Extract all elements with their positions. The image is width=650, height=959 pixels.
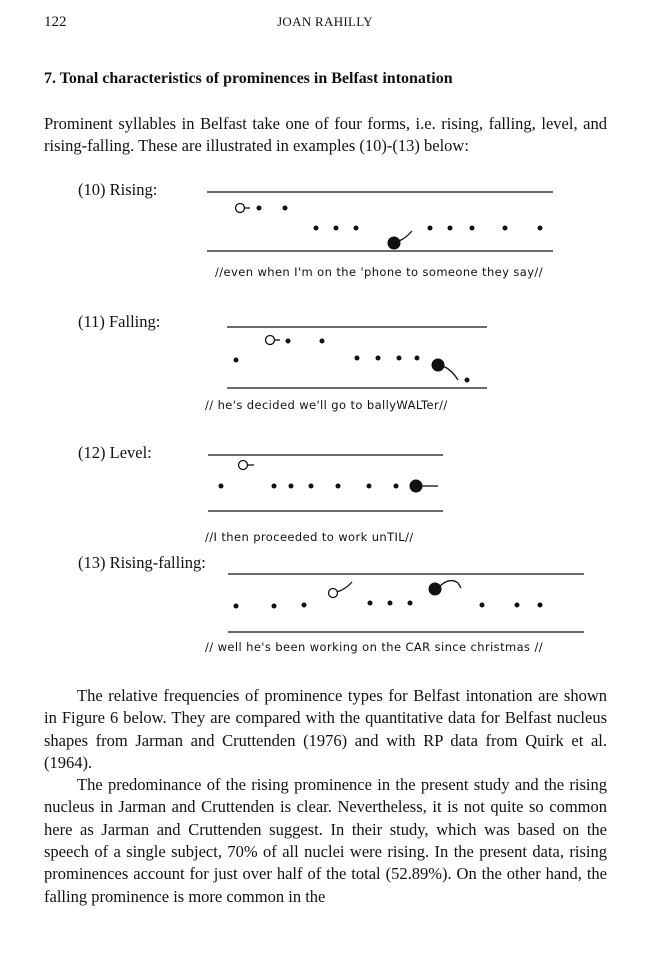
example-10-transcript: //even when I'm on the 'phone to someone they say// bbox=[215, 265, 543, 279]
rise-fall-tail bbox=[440, 581, 461, 588]
example-13-label: (13) Rising-falling: bbox=[78, 553, 206, 572]
body-paragraph-2: The predominance of the rising prominence in the present study and the rising nucleus in Jarman and Cruttenden is clear. Nevertheless, it is not quite so common here as Jarman and Cruttenden suggest. In their study, which was based on the speech of a single subject, 70% of all nuclei were rising. In the present data, rising prominences account for just over half of the total (52.89%). On the other hand, the falling prominence is more common in the bbox=[44, 775, 607, 906]
syllable-dot bbox=[272, 604, 276, 608]
example-11-transcript: // he's decided we'll go to ballyWALTer// bbox=[205, 398, 448, 412]
body-paragraph-1: The relative frequencies of prominence types for Belfast intonation are shown in Figure 6 below. They are compared with the quantitative data for Belfast nucleus shapes from Jarman and Cruttenden (1976) and with RP data from Quirk et al. (1964). bbox=[44, 686, 607, 772]
example-13-transcript: // well he's been working on the CAR since christmas // bbox=[205, 640, 544, 654]
syllable-dot bbox=[480, 603, 484, 607]
section-heading: 7. Tonal characteristics of prominences in Belfast intonation bbox=[44, 70, 453, 87]
intro-text: Prominent syllables in Belfast take one of four forms, i.e. rising, falling, level, and rising-falling. These are illustrated in examples (10)-(13) below: bbox=[44, 114, 607, 156]
unstressed-syllable-hollow bbox=[329, 589, 338, 598]
page-number: 122 bbox=[44, 14, 67, 30]
nucleus-filled bbox=[429, 583, 441, 595]
example-12-label: (12) Level: bbox=[78, 443, 152, 462]
syllable-dot bbox=[408, 601, 412, 605]
rising-tail bbox=[337, 582, 352, 592]
syllable-dot bbox=[388, 601, 392, 605]
running-title: JOAN RAHILLY bbox=[277, 14, 373, 29]
body-text bbox=[44, 685, 607, 908]
syllable-dot bbox=[234, 604, 238, 608]
syllable-dot bbox=[538, 603, 542, 607]
syllable-dot bbox=[302, 603, 306, 607]
example-10-label: (10) Rising: bbox=[78, 180, 158, 199]
example-12-transcript: //I then proceeded to work unTIL// bbox=[205, 530, 414, 544]
example-11-label: (11) Falling: bbox=[78, 312, 161, 331]
syllable-dot bbox=[515, 603, 519, 607]
syllable-dot bbox=[368, 601, 372, 605]
